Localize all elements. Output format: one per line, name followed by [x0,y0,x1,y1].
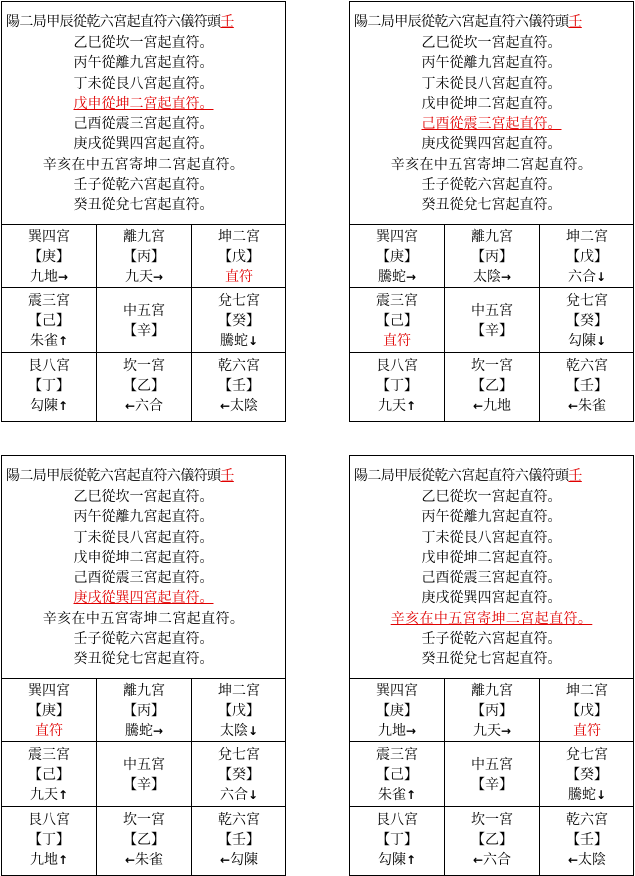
palace-stem: 【戊】 [218,249,260,265]
deity-name: 朱雀 [578,398,607,414]
palace-name: 震三宮 [28,293,70,309]
panel-title-highlight: 壬 [568,14,582,30]
palace-cell [445,742,540,807]
palace-cell [2,224,97,288]
palace-deity-zhifu [2,721,96,741]
palace-deity-zhifu [540,721,634,741]
palace-name: 兌七宮 [218,747,260,763]
palace-deity [350,785,444,805]
rule-line: 癸丑從兌七宮起直符。 [421,197,562,214]
rule-line: 乙巳從坎一宮起直符。 [421,489,562,505]
palace-cell [192,678,286,742]
palace-name: 坤二宮 [218,229,260,245]
palace-stem: 【庚】 [376,249,418,265]
palace-name: 中五宮 [123,757,165,773]
deity-name: 九地 [483,398,512,414]
deity-name: 朱雀 [135,852,164,868]
rule-line: 癸丑從兌七宮起直符。 [421,651,562,668]
palace-stem: 【丁】 [28,378,70,394]
rule-line: 丙午從離九宮起直符。 [421,55,562,72]
deity-name: 朱雀 [29,333,58,349]
deity-name: 太陰 [219,723,248,739]
palace-cell [350,288,445,353]
palace-cell [192,353,286,422]
palace-stem: 【丙】 [471,703,513,719]
instruction-text-block [2,2,285,225]
palace-cell [445,807,540,876]
palace-deity [350,267,444,287]
arrow-down-icon: ↓ [247,724,259,738]
palace-deity [350,850,444,870]
rule-line: 己酉從震三宮起直符。 [73,570,214,587]
deity-name: 太陰 [578,852,607,868]
rule-line-highlighted: 戊申從坤二宮起直符。 [73,95,214,112]
panel-title [6,467,234,486]
palace-deity [97,267,191,287]
deity-name: 太陰 [230,398,259,414]
palace-name: 乾六宮 [566,812,608,828]
palace-stem: 【癸】 [566,313,608,329]
palace-deity [192,850,286,870]
palace-stem: 【癸】 [566,767,608,783]
deity-name: 太陰 [472,269,501,285]
panel-title [354,467,582,486]
arrow-left-icon: ← [567,399,579,413]
palace-name: 巽四宮 [376,683,418,699]
palace-cell [350,678,445,742]
palace-deity [97,396,191,416]
arrow-up-icon: ↑ [57,334,69,348]
deity-name: 六合 [135,398,164,414]
arrow-up-icon: ↑ [57,853,69,867]
palace-stem: 【丙】 [123,703,165,719]
palace-stem: 【戊】 [566,703,608,719]
palace-name: 離九宮 [123,683,165,699]
palace-name: 艮八宮 [28,358,70,374]
arrow-up-icon: ↑ [405,788,417,802]
deity-name: 直符 [383,333,411,349]
arrow-down-icon: ↓ [247,788,259,802]
palace-name: 兌七宮 [566,293,608,309]
arrow-down-icon: ↓ [595,788,607,802]
panel-title [354,13,582,32]
palace-name: 乾六宮 [218,358,260,374]
panel-title-text: 陽二局甲辰從乾六宮起直符六儀符頭 [354,468,569,484]
palace-stem: 【癸】 [218,313,260,329]
panel-title-highlight: 壬 [220,14,234,30]
palace-stem: 【戊】 [566,249,608,265]
palace-deity [192,785,286,805]
instruction-text-block [350,456,633,679]
arrow-left-icon: ← [124,853,136,867]
palace-name: 離九宮 [471,229,513,245]
arrow-left-icon: ← [567,853,579,867]
rule-line: 辛亥在中五宮寄坤二宮起直符。 [390,156,593,173]
deity-name: 朱雀 [377,787,406,803]
palace-stem: 【己】 [376,767,418,783]
palace-deity-zhifu [192,267,286,287]
palace-stem: 【丁】 [376,832,418,848]
palace-stem: 【庚】 [376,703,418,719]
rule-line: 丁未從艮八宮起直符。 [421,75,562,92]
palace-stem: 【辛】 [471,323,513,339]
deity-name: 九天 [472,723,501,739]
palace-deity [540,396,634,416]
palace-stem: 【乙】 [471,832,513,848]
palace-cell [2,288,97,353]
palace-name: 艮八宮 [376,358,418,374]
palace-deity-zhifu [350,331,444,351]
palace-grid [2,678,285,875]
rule-line: 戊申從坤二宮起直符。 [73,549,214,566]
rule-line: 癸丑從兌七宮起直符。 [73,197,214,214]
rule-line: 辛亥在中五宮寄坤二宮起直符。 [42,610,245,627]
palace-deity [540,267,634,287]
deity-name: 六合 [567,269,596,285]
rule-lines [2,33,285,216]
deity-name: 九地 [29,269,58,285]
palace-deity [192,396,286,416]
deity-name: 騰蛇 [124,723,153,739]
palace-grid [350,224,633,421]
arrow-left-icon: ← [219,853,231,867]
rule-line-highlighted: 庚戌從巽四宮起直符。 [73,590,214,607]
palace-cell [445,678,540,742]
palace-stem: 【癸】 [218,767,260,783]
arrow-right-icon: → [152,270,164,284]
arrow-left-icon: ← [472,853,484,867]
rule-line: 壬子從乾六宮起直符。 [421,631,562,648]
palace-name: 艮八宮 [376,812,418,828]
palace-name: 乾六宮 [218,812,260,828]
palace-cell [540,288,634,353]
palace-cell [540,224,634,288]
deity-name: 九天 [377,398,406,414]
arrow-right-icon: → [57,270,69,284]
palace-cell [350,807,445,876]
palace-deity [445,396,539,416]
palace-stem: 【乙】 [123,832,165,848]
palace-name: 坤二宮 [566,229,608,245]
palace-cell [445,288,540,353]
palace-stem: 【丁】 [28,832,70,848]
palace-stem: 【壬】 [218,378,260,394]
palace-name: 中五宮 [471,757,513,773]
arrow-up-icon: ↑ [405,853,417,867]
palace-cell [540,807,634,876]
palace-stem: 【乙】 [123,378,165,394]
arrow-right-icon: → [500,270,512,284]
deity-name: 直符 [573,723,601,739]
palace-deity [2,850,96,870]
palace-name: 巽四宮 [28,229,70,245]
palace-grid [2,224,285,421]
palace-cell [2,807,97,876]
palace-cell [540,353,634,422]
palace-cell [97,807,192,876]
palace-stem: 【丙】 [471,249,513,265]
palace-name: 巽四宮 [376,229,418,245]
palace-cell [97,353,192,422]
palace-name: 兌七宮 [218,293,260,309]
palace-stem: 【乙】 [471,378,513,394]
instruction-text-block [2,456,285,679]
rule-line: 乙巳從坎一宮起直符。 [73,35,214,51]
palace-deity [2,785,96,805]
rule-lines [350,487,633,670]
palace-stem: 【己】 [28,313,70,329]
palace-stem: 【辛】 [123,323,165,339]
palace-cell [2,678,97,742]
deity-name: 九地 [29,852,58,868]
arrow-up-icon: ↑ [57,399,69,413]
rule-line: 己酉從震三宮起直符。 [73,116,214,133]
palace-cell [2,742,97,807]
rule-line: 壬子從乾六宮起直符。 [73,177,214,194]
qimen-panel-1 [1,1,286,422]
palace-name: 坎一宮 [123,812,165,828]
arrow-down-icon: ↓ [247,334,259,348]
deity-name: 勾陳 [567,333,596,349]
deity-name: 勾陳 [29,398,58,414]
palace-deity [445,850,539,870]
rule-line: 丙午從離九宮起直符。 [421,509,562,526]
rule-line: 壬子從乾六宮起直符。 [73,631,214,648]
palace-name: 艮八宮 [28,812,70,828]
palace-cell [192,224,286,288]
arrow-up-icon: ↑ [57,788,69,802]
panel-title [6,13,234,32]
deity-name: 騰蛇 [377,269,406,285]
palace-cell [540,742,634,807]
palace-stem: 【丁】 [376,378,418,394]
palace-deity [350,396,444,416]
palace-deity [97,721,191,741]
palace-cell [540,678,634,742]
instruction-text-block [350,2,633,225]
palace-stem: 【辛】 [471,777,513,793]
deity-name: 六合 [483,852,512,868]
palace-cell [97,288,192,353]
rule-line: 丙午從離九宮起直符。 [73,55,214,72]
rule-line-highlighted: 辛亥在中五宮寄坤二宮起直符。 [390,610,593,627]
palace-deity [540,785,634,805]
panel-title-text: 陽二局甲辰從乾六宮起直符六儀符頭 [6,468,221,484]
panel-title-highlight: 壬 [220,468,234,484]
arrow-right-icon: → [500,724,512,738]
rule-line: 庚戌從巽四宮起直符。 [421,590,562,607]
palace-name: 震三宮 [376,293,418,309]
palace-stem: 【辛】 [123,777,165,793]
palace-cell [192,288,286,353]
rule-line: 乙巳從坎一宮起直符。 [421,35,562,51]
palace-cell [97,742,192,807]
rule-line: 丁未從艮八宮起直符。 [73,529,214,546]
palace-deity [540,850,634,870]
rule-line: 戊申從坤二宮起直符。 [421,95,562,112]
deity-name: 六合 [219,787,248,803]
palace-stem: 【壬】 [218,832,260,848]
palace-name: 坎一宮 [123,358,165,374]
palace-name: 中五宮 [471,303,513,319]
deity-name: 九天 [124,269,153,285]
panel-title-text: 陽二局甲辰從乾六宮起直符六儀符頭 [6,14,221,30]
arrow-up-icon: ↑ [405,399,417,413]
palace-name: 中五宮 [123,303,165,319]
palace-name: 坎一宮 [471,812,513,828]
palace-name: 巽四宮 [28,683,70,699]
palace-cell [192,742,286,807]
qimen-panel-3 [1,455,286,876]
deity-name: 九地 [377,723,406,739]
deity-name: 勾陳 [230,852,259,868]
rule-line: 丙午從離九宮起直符。 [73,509,214,526]
arrow-right-icon: → [405,724,417,738]
palace-cell [97,224,192,288]
deity-name: 騰蛇 [219,333,248,349]
palace-deity [2,331,96,351]
palace-deity [2,396,96,416]
palace-stem: 【己】 [28,767,70,783]
arrow-left-icon: ← [472,399,484,413]
palace-deity [192,331,286,351]
palace-cell [192,807,286,876]
palace-name: 離九宮 [123,229,165,245]
palace-deity [350,721,444,741]
palace-cell [445,224,540,288]
rule-lines [2,487,285,670]
palace-name: 震三宮 [28,747,70,763]
rule-line: 庚戌從巽四宮起直符。 [421,136,562,153]
deity-name: 九天 [29,787,58,803]
arrow-right-icon: → [405,270,417,284]
arrow-left-icon: ← [219,399,231,413]
palace-cell [350,742,445,807]
palace-cell [445,353,540,422]
palace-cell [350,224,445,288]
qimen-panel-2 [349,1,634,422]
rule-lines [350,33,633,216]
arrow-down-icon: ↓ [595,270,607,284]
qimen-panel-4 [349,455,634,876]
palace-name: 坎一宮 [471,358,513,374]
rule-line-highlighted: 己酉從震三宮起直符。 [421,116,562,133]
palace-stem: 【壬】 [566,832,608,848]
rule-line: 辛亥在中五宮寄坤二宮起直符。 [42,156,245,173]
palace-deity [97,850,191,870]
deity-name: 直符 [225,269,253,285]
palace-name: 震三宮 [376,747,418,763]
arrow-right-icon: → [152,724,164,738]
palace-stem: 【己】 [376,313,418,329]
palace-grid [350,678,633,875]
panel-title-highlight: 壬 [568,468,582,484]
palace-stem: 【丙】 [123,249,165,265]
palace-stem: 【壬】 [566,378,608,394]
palace-stem: 【庚】 [28,703,70,719]
palace-deity [192,721,286,741]
palace-cell [350,353,445,422]
palace-stem: 【庚】 [28,249,70,265]
palace-name: 坤二宮 [566,683,608,699]
rule-line: 乙巳從坎一宮起直符。 [73,489,214,505]
palace-cell [2,353,97,422]
panel-title-text: 陽二局甲辰從乾六宮起直符六儀符頭 [354,14,569,30]
deity-name: 騰蛇 [567,787,596,803]
rule-line: 己酉從震三宮起直符。 [421,570,562,587]
palace-cell [97,678,192,742]
palace-deity [540,331,634,351]
palace-deity [2,267,96,287]
rule-line: 丁未從艮八宮起直符。 [421,529,562,546]
palace-deity [445,721,539,741]
rule-line: 壬子從乾六宮起直符。 [421,177,562,194]
palace-name: 兌七宮 [566,747,608,763]
palace-deity [445,267,539,287]
palace-name: 坤二宮 [218,683,260,699]
deity-name: 直符 [35,723,63,739]
rule-line: 癸丑從兌七宮起直符。 [73,651,214,668]
arrow-down-icon: ↓ [595,334,607,348]
rule-line: 丁未從艮八宮起直符。 [73,75,214,92]
arrow-left-icon: ← [124,399,136,413]
palace-stem: 【戊】 [218,703,260,719]
rule-line: 戊申從坤二宮起直符。 [421,549,562,566]
deity-name: 勾陳 [377,852,406,868]
palace-name: 乾六宮 [566,358,608,374]
palace-name: 離九宮 [471,683,513,699]
rule-line: 庚戌從巽四宮起直符。 [73,136,214,153]
